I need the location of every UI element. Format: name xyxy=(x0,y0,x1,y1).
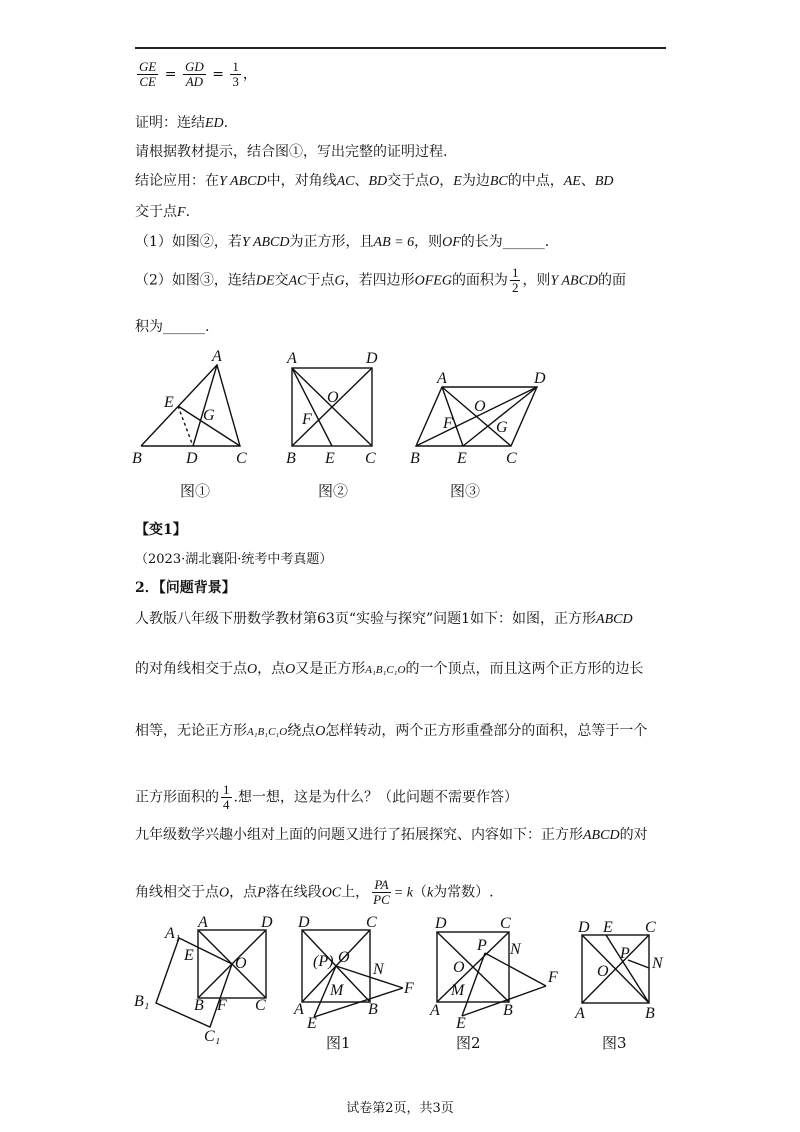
fig-b3-caption: 图3 xyxy=(602,1034,627,1052)
fig1b-label: E xyxy=(307,1015,317,1032)
fig3b-label: A xyxy=(575,1005,585,1022)
fig3b-label: C xyxy=(645,919,656,936)
fig1-triangle xyxy=(141,365,240,446)
fig2-label: O xyxy=(327,389,339,406)
para-1: 人教版八年级下册数学教材第63页“实验与探究”问题1如下：如图，正方形ABCD xyxy=(135,611,633,627)
para-5: 九年级数学兴趣小组对上面的问题又进行了拓展探究、内容如下：正方形ABCD的对 xyxy=(135,827,648,843)
fig3b-label: E xyxy=(603,919,613,936)
bottom-figures xyxy=(0,910,800,1080)
fig1b-label: A xyxy=(294,1001,304,1018)
para-2: 的对角线相交于点O，点O又是正方形A₁B₁C₁O的一个顶点，而且这两个正方形的边长 xyxy=(135,661,644,677)
fig2b-line xyxy=(462,953,485,1016)
fig2b-label: F xyxy=(548,969,558,986)
fig0-label: O xyxy=(235,955,247,972)
problem-heading: 2．【问题背景】 xyxy=(135,580,236,596)
conclusion-cont-line: 交于点F. xyxy=(135,204,191,220)
fig2-label: B xyxy=(286,450,296,467)
fig2-label: E xyxy=(325,450,335,467)
fig2b-label: A xyxy=(430,1002,440,1019)
fig2-label: C xyxy=(365,450,376,467)
para-6: 角线相交于点O，点P落在线段OC上， $\frac{PA}{PC}$ = k（k为常数）. xyxy=(135,877,494,907)
fig3b-line xyxy=(628,960,649,968)
fig2-label: F xyxy=(302,411,312,428)
fig1-dashed-ed xyxy=(178,406,193,446)
fig1-label: B xyxy=(132,450,142,467)
fig1b-label: N xyxy=(373,961,384,978)
question-2-cont: 积为______. xyxy=(135,319,210,335)
fig3-label: A xyxy=(437,370,447,387)
para-4: 正方形面积的 $\frac{1}{4}$ .想一想，这是为什么？（此问题不需要作答） xyxy=(135,782,518,812)
fig3-label: D xyxy=(534,370,546,387)
fig2b-label: M xyxy=(451,982,465,999)
question-2: （2）如图③，连结DE交AC于点G，若四边形OFEG的面积为 $\frac{1}{2}$ ，则Y ABCD的面 xyxy=(135,265,627,295)
fig3b-label: P xyxy=(620,945,630,962)
fig0-label: B₁ xyxy=(134,993,150,1010)
fig2-label: A xyxy=(287,350,297,367)
fig3b-label: D xyxy=(578,919,590,936)
fig0-label: A xyxy=(198,914,208,931)
top-figures xyxy=(0,0,800,520)
fig-b1-caption: 图1 xyxy=(326,1034,351,1052)
fig0-label: C₁ xyxy=(204,1028,221,1045)
fig2b-label: E xyxy=(456,1015,466,1032)
fig3-label: E xyxy=(457,450,467,467)
instruction-line: 请根据教材提示，结合图①，写出完整的证明过程. xyxy=(135,144,448,160)
source-line: （2023·湖北襄阳·统考中考真题） xyxy=(135,552,333,567)
fig3-label: G xyxy=(496,419,508,436)
fig3-label: O xyxy=(474,398,486,415)
fig3-label: F xyxy=(443,415,453,432)
variant-heading: 【变1】 xyxy=(135,522,187,538)
fig2-caption: 图② xyxy=(318,482,349,500)
fig1-label: D xyxy=(186,450,198,467)
fig2b-label: B xyxy=(503,1002,513,1019)
ratio-line: $\frac{GE}{CE}$ = $\frac{GD}{AD}$ = $\frac{1}{3}$ ， xyxy=(139,59,257,89)
para-3: 相等，无论正方形A₁B₁C₁O绕点O怎样转动，两个正方形重叠部分的面积，总等于一个 xyxy=(135,723,648,739)
fig1b-label: D xyxy=(298,914,310,931)
fig3b-label: N xyxy=(652,955,663,972)
fig2b-label: P xyxy=(477,937,487,954)
fig2b-label: C xyxy=(500,915,511,932)
page-footer: 试卷第2页，共3页 xyxy=(346,1101,454,1116)
fig1-label: E xyxy=(164,394,174,411)
conclusion-line: 结论应用：在Y ABCD中，对角线AC、BD交于点O，E为边BC的中点，AE、BD xyxy=(135,173,614,189)
fig1-caption: 图① xyxy=(180,482,211,500)
fig1b-label: C xyxy=(366,914,377,931)
fig2-line-ae xyxy=(292,368,332,446)
fig1b-labels xyxy=(293,914,414,1032)
proof-line: 证明：连结ED. xyxy=(135,115,229,131)
fig1-label: C xyxy=(236,450,247,467)
fig2b-label: O xyxy=(453,959,465,976)
fig-b2-caption: 图2 xyxy=(456,1034,481,1052)
fig1-label: A xyxy=(212,348,222,365)
fig3b-label: B xyxy=(645,1005,655,1022)
fig1b-label: B xyxy=(368,1001,378,1018)
fig3-caption: 图③ xyxy=(450,482,481,500)
fig0-label: A₁ xyxy=(165,925,181,942)
fig0-label: E xyxy=(184,947,194,964)
fig1b-label: (P) xyxy=(313,953,334,970)
fig0-label: C xyxy=(255,997,266,1014)
fig1b-label: O xyxy=(338,949,350,966)
fig0-label: B xyxy=(194,997,204,1014)
fig0-label: D xyxy=(261,914,273,931)
fig0-label: F xyxy=(217,997,227,1014)
fig2b-label: N xyxy=(510,941,521,958)
fig3-diagonal-bd xyxy=(416,387,537,446)
fig1b-label: F xyxy=(404,980,414,997)
fig2-label: D xyxy=(366,350,378,367)
fig3b-label: O xyxy=(597,963,609,980)
fig2b-label: D xyxy=(435,915,447,932)
fig0-labels xyxy=(134,914,273,1045)
fig3-label: B xyxy=(410,450,420,467)
question-1: （1）如图②，若Y ABCD为正方形，且AB = 6，则OF的长为______. xyxy=(135,234,550,250)
fig1-label: G xyxy=(203,407,215,424)
fig3-label: C xyxy=(506,450,517,467)
fig1b-label: M xyxy=(330,982,344,999)
